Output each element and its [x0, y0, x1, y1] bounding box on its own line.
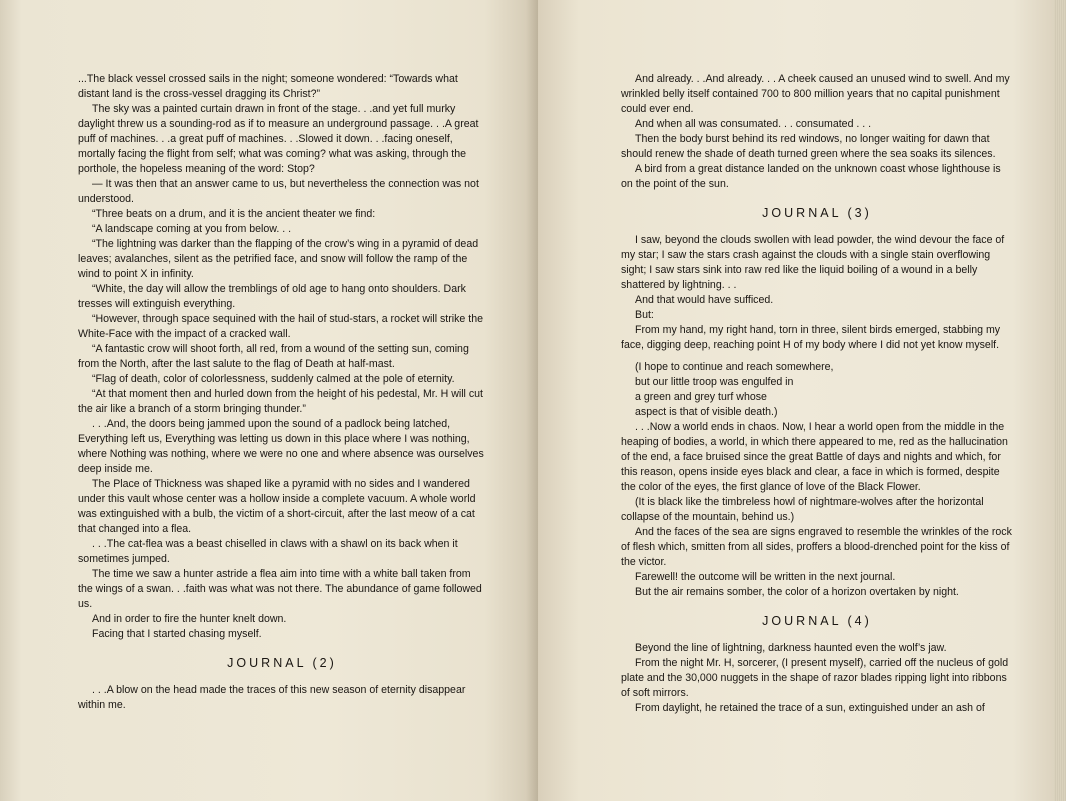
paragraph: . . .A blow on the head made the traces of this new season of eternity disappear within me.	[78, 684, 466, 711]
poem-line: a green and grey turf whose	[635, 391, 767, 403]
paragraph: And the faces of the sea are signs engraved to resemble the wrinkles of the rock of flesh which, smitten from all sides, proffers a blood-drenched point for the kiss of the victor.	[621, 526, 1012, 568]
journal-4-heading: JOURNAL (4)	[762, 614, 872, 628]
paragraph: But the air remains somber, the color of a horizon overtaken by night.	[635, 586, 959, 598]
paragraph: “At that moment then and hurled down from the height of his pedestal, Mr. H will cut the air like a branch of a storm bringing thunder.”	[78, 388, 483, 415]
left-text-column	[78, 72, 486, 713]
journal-3-heading: JOURNAL (3)	[762, 206, 872, 220]
paragraph: . . .The cat-flea was a beast chiselled in claws with a shawl on its back when it sometimes jumped.	[78, 538, 458, 565]
paragraph: The sky was a painted curtain drawn in front of the stage. . .and yet full murky daylight threw us a sounding-rod as if to measure an underground passage. . .A great puff of machines. . .a great puff of machines. . .Slowed it down. . .facing oneself, mortally facing the flight from self; what was coming? what was asking, through the porthole, the hopeless meaning of the word: Stop?	[78, 103, 479, 175]
paragraph: — It was then that an answer came to us, but nevertheless the connection was not understood.	[78, 178, 479, 205]
paragraph: . . .Now a world ends in chaos. Now, I hear a world open from the middle in the heaping of bodies, a world, in which there appeared to me, red as the hallucination of the end, a face bruised since the great Battle of days and nights and which, for this reason, opens inside eyes black and clear, a face in which is formed, despite the color of the eyes, the first glance of love of the Black Flower.	[621, 421, 1008, 493]
paragraph: “However, through space sequined with the hail of stud-stars, a rocket will strike the White-Face with the impact of a cracked wall.	[78, 313, 483, 340]
paragraph: And when all was consumated. . . consumated . . .	[635, 118, 872, 130]
paragraph: From the night Mr. H, sorcerer, (I present myself), carried off the nucleus of gold plate and the 30,000 nuggets in the shape of razor blades ripping light into ribbons of soft mirrors.	[621, 657, 1009, 699]
paragraph: And already. . .And already. . . A cheek caused an unused wind to swell. And my wrinkled belly itself contained 700 to 800 million years that no capital punishment could ever end.	[621, 73, 1010, 115]
paragraph: “Flag of death, color of colorlessness, suddenly calmed at the pole of eternity.	[92, 373, 455, 385]
right-page	[538, 0, 1054, 801]
paragraph: But:	[635, 309, 654, 321]
paragraph: ...The black vessel crossed sails in the night; someone wondered: “Towards what distant land is the cross-vessel dragging its Christ?”	[78, 73, 458, 100]
paragraph: “A landscape coming at you from below. . .	[92, 223, 292, 235]
poem-line: but our little troop was engulfed in	[635, 376, 794, 388]
poem-line: (I hope to continue and reach somewhere,	[635, 361, 834, 373]
paragraph: Facing that I started chasing myself.	[92, 628, 262, 640]
paragraph: “A fantastic crow will shoot forth, all red, from a wound of the setting sun, coming from the North, after the last salute to the flag of Death at half-mast.	[78, 343, 469, 370]
paragraph: “White, the day will allow the tremblings of old age to hang onto shoulders. Dark tresses will extinguish everything.	[78, 283, 466, 310]
paragraph: The time we saw a hunter astride a flea aim into time with a white ball taken from the wings of a swan. . .faith was what was not there. The abundance of game followed us.	[78, 568, 482, 610]
paragraph: “The lightning was darker than the flapping of the crow’s wing in a pyramid of dead leaves; avalanches, silent as the petrified face, and snow will follow the ramp of the wind to point X in infinity.	[78, 238, 479, 280]
paragraph: And that would have sufficed.	[635, 294, 774, 306]
journal-2-heading: JOURNAL (2)	[227, 656, 337, 670]
paragraph: And in order to fire the hunter knelt down.	[92, 613, 287, 625]
page-edges	[1054, 0, 1066, 801]
paragraph: Then the body burst behind its red windows, no longer waiting for dawn that should renew the shade of death turned green where the sea soaks its silences.	[621, 133, 996, 160]
paragraph: Farewell! the outcome will be written in the next journal.	[635, 571, 896, 583]
paragraph: From daylight, he retained the trace of a sun, extinguished under an ash of	[635, 702, 985, 714]
paragraph: . . .And, the doors being jammed upon the sound of a padlock being latched, Everything left us, Everything was letting us down in this place where I was nothing, where Nothing was nothing, where we were no one and where absence was ourselves deep inside me.	[78, 418, 484, 475]
paragraph: Beyond the line of lightning, darkness haunted even the wolf’s jaw.	[635, 642, 947, 654]
poem-line: aspect is that of visible death.)	[635, 406, 778, 418]
paragraph: From my hand, my right hand, torn in three, silent birds emerged, stabbing my face, digging deep, reaching point H of my body where I did not yet know myself.	[621, 324, 1001, 351]
paragraph: A bird from a great distance landed on the unknown coast whose lighthouse is on the point of the sun.	[621, 163, 1001, 190]
paragraph: The Place of Thickness was shaped like a pyramid with no sides and I wandered under this vault whose center was a hollow inside a complete vacuum. A whole world was extinguished with a bulb, the victim of a short-circuit, after the last meow of a cat that changed into a flea.	[78, 478, 476, 535]
right-text-column	[621, 72, 1013, 716]
paragraph: I saw, beyond the clouds swollen with lead powder, the wind devour the face of my star; I saw the stars crash against the clouds with a single stain overflowing sight; I saw stars sink into raw red like the liquid boiling of a wound in a belly shattered by lightning. . .	[621, 234, 1005, 291]
paragraph: (It is black like the timbreless howl of nightmare-wolves after the horizontal collapse of the mountain, behind us.)	[621, 496, 984, 523]
paragraph: “Three beats on a drum, and it is the ancient theater we find:	[92, 208, 376, 220]
